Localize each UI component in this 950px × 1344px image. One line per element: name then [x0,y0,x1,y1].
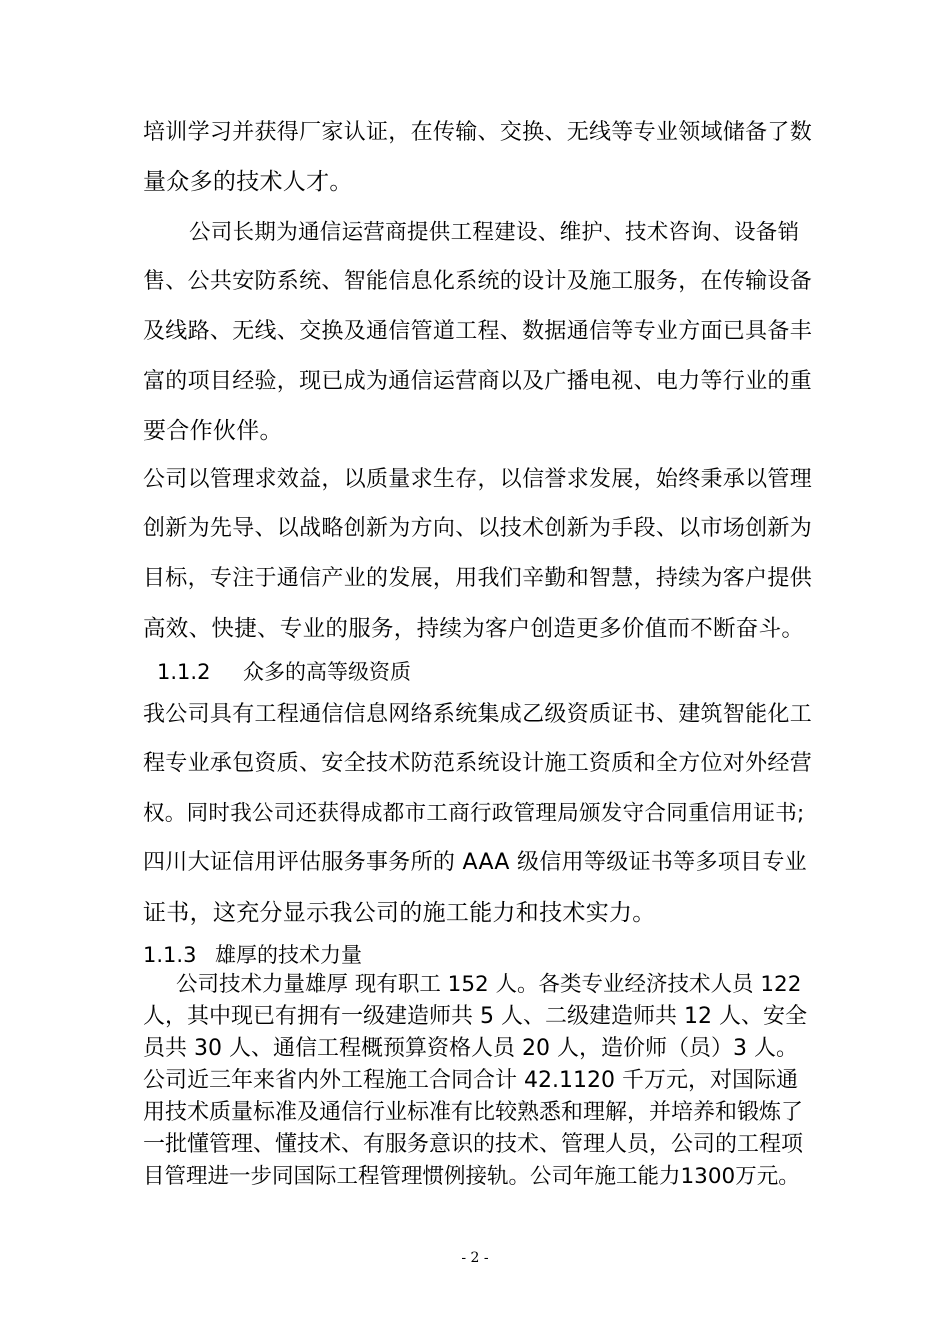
paragraph2-line-2: 售、公共安防系统、智能信息化系统的设计及施工服务，在传输设备 [143,269,813,294]
section-title: 雄厚的技术力量 [215,943,362,967]
paragraph3-line-3: 目标，专注于通信产业的发展，用我们辛勤和智慧，持续为客户提供 [143,566,813,591]
section-1-1-3-line-6: 一批懂管理、懂技术、有服务意识的技术、管理人员，公司的工程项 [143,1132,804,1157]
paragraph2-line-5: 要合作伙伴。 [143,418,283,444]
section-1-1-3-line-2: 人，其中现已有拥有一级建造师共 5 人、二级建造师共 12 人、安全 [143,1004,807,1029]
section-1-1-3-line-4: 公司近三年来省内外工程施工合同合计 42.1120 千万元，对国际通 [143,1068,798,1093]
paragraph3-line-1: 公司以管理求效益，以质量求生存，以信誉求发展，始终秉承以管理 [143,467,813,492]
paragraph2-line-4: 富的项目经验，现已成为通信运营商以及广播电视、电力等行业的重 [143,369,813,394]
section-1-1-2-line-1: 我公司具有工程通信信息网络系统集成乙级资质证书、建筑智能化工 [143,702,813,727]
section-1-1-3-line-1: 公司技术力量雄厚 现有职工 152 人。各类专业经济技术人员 122 [176,972,802,997]
paragraph1-line-2: 量众多的技术人才。 [143,169,353,195]
section-1-1-2-line-3: 权。同时我公司还获得成都市工商行政管理局颁发守合同重信用证书; [143,801,805,826]
section-1-1-3-line-7: 目管理进一步同国际工程管理惯例接轨。公司年施工能力1300万元。 [143,1164,800,1189]
section-number: 1.1.3 [143,943,197,967]
paragraph2-line-1: 公司长期为通信运营商提供工程建设、维护、技术咨询、设备销 [189,220,800,245]
section-1-1-3-heading [143,941,362,969]
page-number: - 2 - [461,1250,489,1266]
section-1-1-2-line-5: 证书，这充分显示我公司的施工能力和技术实力。 [143,900,656,926]
paragraph1-line-1: 培训学习并获得厂家认证，在传输、交换、无线等专业领域储备了数 [143,120,813,145]
section-title: 众多的高等级资质 [243,660,411,684]
section-1-1-3-line-3: 员共 30 人、通信工程概预算资格人员 20 人，造价师（员）3 人。 [143,1036,798,1061]
section-1-1-2-line-2: 程专业承包资质、安全技术防范系统设计施工资质和全方位对外经营 [143,751,813,776]
paragraph3-line-4: 高效、快捷、专业的服务，持续为客户创造更多价值而不断奋斗。 [143,616,805,642]
section-1-1-2-heading [157,658,411,686]
paragraph2-line-3: 及线路、无线、交换及通信管道工程、数据通信等专业方面已具备丰 [143,319,813,344]
section-1-1-2-line-4: 四川大证信用评估服务事务所的 AAA 级信用等级证书等多项目专业 [143,850,807,875]
paragraph3-line-2: 创新为先导、以战略创新为方向、以技术创新为手段、以市场创新为 [143,516,813,541]
section-1-1-3-line-5: 用技术质量标准及通信行业标准有比较熟悉和理解，并培养和锻炼了 [143,1100,804,1125]
section-number: 1.1.2 [157,660,211,684]
